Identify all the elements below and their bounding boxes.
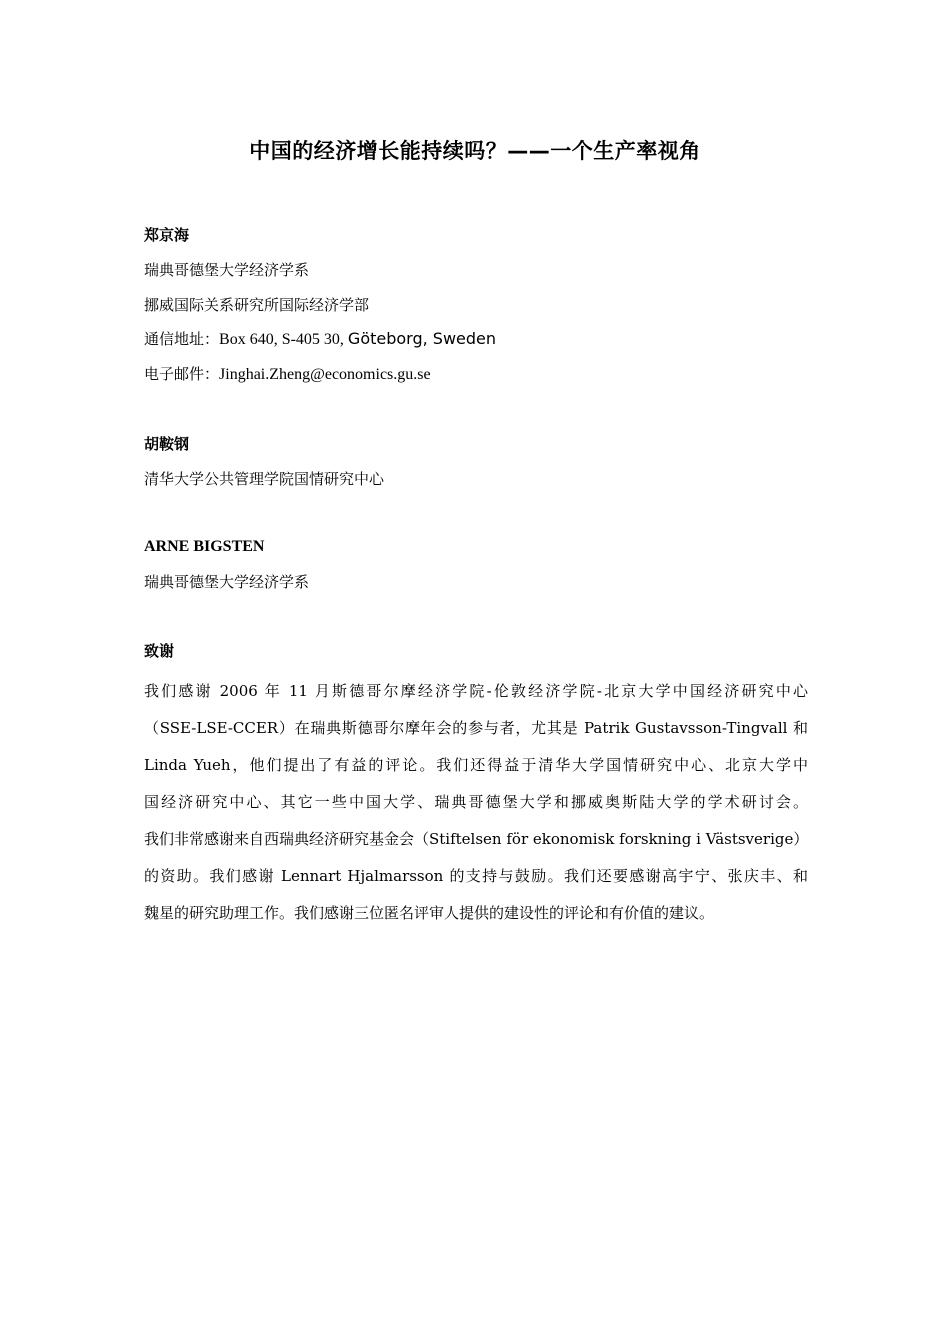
author-3-affiliation-1: 瑞典哥德堡大学经济学系 (144, 573, 310, 591)
author-1-email (144, 363, 431, 386)
paragraph-line: 我们非常感谢来自西瑞典经济研究基金会（Stiftelsen för ekonomisk forskning i Västsverige） (144, 830, 809, 848)
author-name-1: 郑京海 (144, 226, 190, 244)
paragraph-line: 我们感谢 2006 年 11 月斯德哥尔摩经济学院-伦敦经济学院-北京大学中国经济研究中心 (144, 682, 808, 700)
author-2-affiliation-1: 清华大学公共管理学院国情研究中心 (144, 470, 385, 488)
author-1-affiliation-2: 挪威国际关系研究所国际经济学部 (144, 296, 370, 314)
paragraph-line: 的资助。我们感谢 Lennart Hjalmarsson 的支持与鼓励。我们还要感谢高宇宁、张庆丰、和 (144, 867, 808, 885)
author-name-3: ARNE BIGSTEN (144, 538, 265, 555)
address-value-b: Göteborg, Sweden (347, 329, 497, 348)
paragraph-line: （SSE-LSE-CCER）在瑞典斯德哥尔摩年会的参与者，尤其是 Patrik Gustavsson-Tingvall 和 (144, 719, 808, 737)
page-title: 中国的经济增长能持续吗？——一个生产率视角 (249, 139, 701, 163)
address-label: 通信地址： (144, 330, 220, 348)
acknowledgement-paragraph (144, 673, 808, 932)
paragraph-line: Linda Yueh，他们提出了有益的评论。我们还得益于清华大学国情研究中心、北京大学中 (144, 756, 808, 774)
email-label: 电子邮件： (144, 365, 220, 383)
paragraph-line: 国经济研究中心、其它一些中国大学、瑞典哥德堡大学和挪威奥斯陆大学的学术研讨会。 (144, 793, 808, 811)
author-1-affiliation-1: 瑞典哥德堡大学经济学系 (144, 261, 310, 279)
paragraph-line: 魏星的研究助理工作。我们感谢三位匿名评审人提供的建设性的评论和有价值的建议。 (144, 904, 715, 922)
acknowledgement-heading: 致谢 (144, 642, 175, 660)
author-1-address (144, 328, 496, 351)
author-name-2: 胡鞍钢 (144, 435, 190, 453)
email-value: Jinghai.Zheng@economics.gu.se (219, 366, 431, 383)
address-value-a: Box 640, S-405 30, (219, 331, 348, 348)
